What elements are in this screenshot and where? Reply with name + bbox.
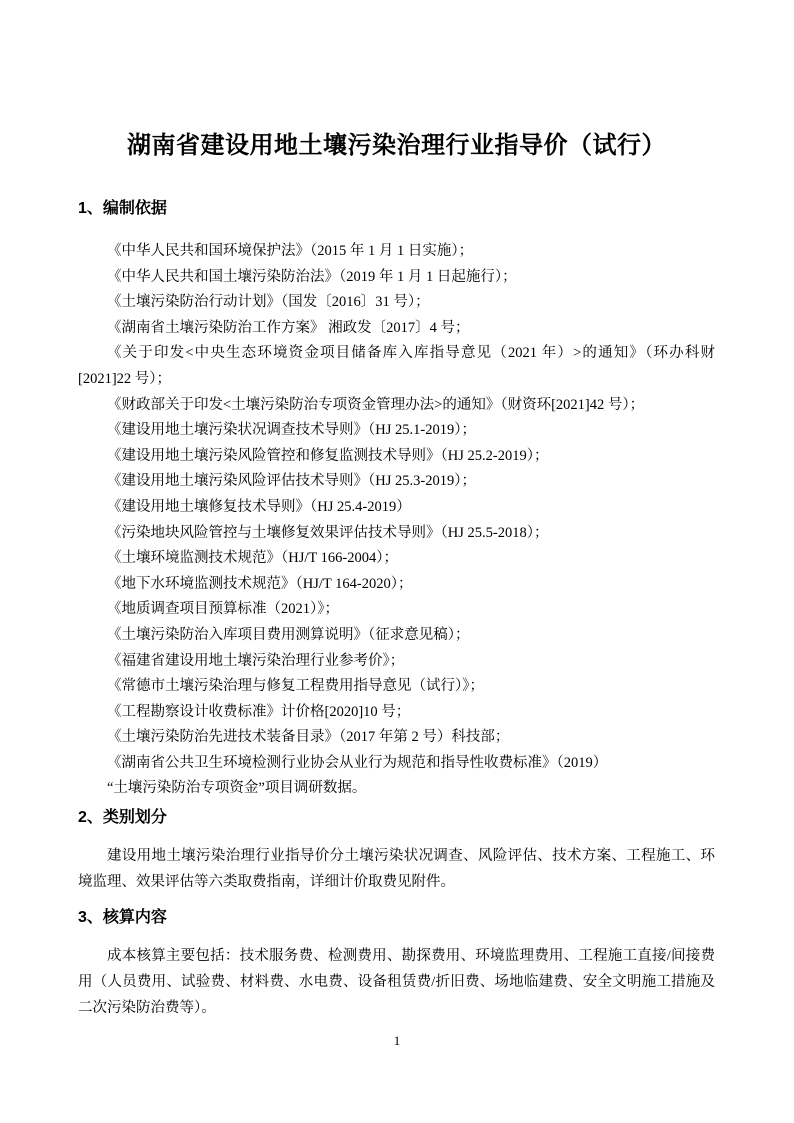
reference-item: 《湖南省土壤污染防治工作方案》 湘政发〔2017〕4 号； — [107, 319, 470, 336]
section-heading-basis: 1、编制依据 — [78, 200, 167, 217]
reference-item: 《土壤环境监测技术规范》（HJ/T 166-2004）； — [107, 550, 398, 567]
section-heading-accounting: 3、核算内容 — [78, 909, 167, 927]
reference-item: 《常德市土壤污染治理与修复工程费用指导意见（试行）》； — [107, 678, 484, 695]
reference-item: 《土壤污染防治行动计划》（国发〔2016〕31 号）； — [107, 294, 430, 311]
reference-item: 《财政部关于印发<土壤污染防治专项资金管理办法>的通知》（财资环[2021]42 号）； — [107, 396, 645, 413]
reference-item: 《工程勘察设计收费标准》计价格[2020]10 号； — [107, 703, 411, 720]
reference-item: 《中华人民共和国土壤污染防治法》（2019 年 1 月 1 日起施行）； — [107, 268, 517, 285]
reference-item: 《建设用地土壤污染风险管控和修复监测技术导则》（HJ 25.2-2019）； — [107, 447, 549, 464]
document-title: 湖南省建设用地土壤污染治理行业指导价（试行） — [127, 133, 666, 159]
reference-list — [78, 239, 715, 802]
reference-item: 《地质调查项目预算标准（2021）》； — [107, 601, 339, 618]
section-heading-categories: 2、类别划分 — [78, 809, 167, 827]
reference-item: 《土壤污染防治入库项目费用测算说明》（征求意见稿）； — [107, 626, 470, 643]
reference-item: “土壤污染防治专项资金”项目调研数据。 — [107, 780, 367, 797]
reference-item: 《建设用地土壤修复技术导则》（HJ 25.4-2019） — [107, 498, 411, 515]
reference-item: 《土壤污染防治先进技术装备目录》（2017 年第 2 号）科技部； — [107, 729, 510, 746]
reference-item: 《建设用地土壤污染风险评估技术导则》（HJ 25.3-2019）； — [107, 473, 476, 490]
section-paragraph-categories: 建设用地土壤污染治理行业指导价分土壤污染状况调查、风险评估、技术方案、工程施工、环境监理、效果评估等六类取费指南，详细计价取费见附件。 — [78, 848, 715, 891]
section-paragraph-accounting: 成本核算主要包括：技术服务费、检测费用、勘探费用、环境监理费用、工程施工直接/间接费用（人员费用、试验费、材料费、水电费、设备租赁费/折旧费、场地临建费、安全文明施工措施及二次污染防治费等）。 — [78, 948, 715, 1017]
reference-item: 《湖南省公共卫生环境检测行业协会从业行为规范和指导性收费标准》（2019） — [107, 754, 608, 771]
reference-item: 《福建省建设用地土壤污染治理行业参考价》； — [107, 652, 405, 669]
page-number: 1 — [393, 1033, 401, 1048]
reference-item: 《污染地块风险管控与土壤修复效果评估技术导则》（HJ 25.5-2018）； — [107, 524, 549, 541]
reference-item: 《建设用地土壤污染状况调查技术导则》（HJ 25.1-2019）； — [107, 422, 476, 439]
reference-item: 《关于印发<中央生态环境资金项目储备库入库指导意见（2021 年）>的通知》（环办科财[2021]22 号）； — [78, 345, 715, 387]
reference-item: 《中华人民共和国环境保护法》（2015 年 1 月 1 日实施）； — [107, 243, 474, 259]
reference-item: 《地下水环境监测技术规范》（HJ/T 164-2020）； — [107, 575, 413, 592]
